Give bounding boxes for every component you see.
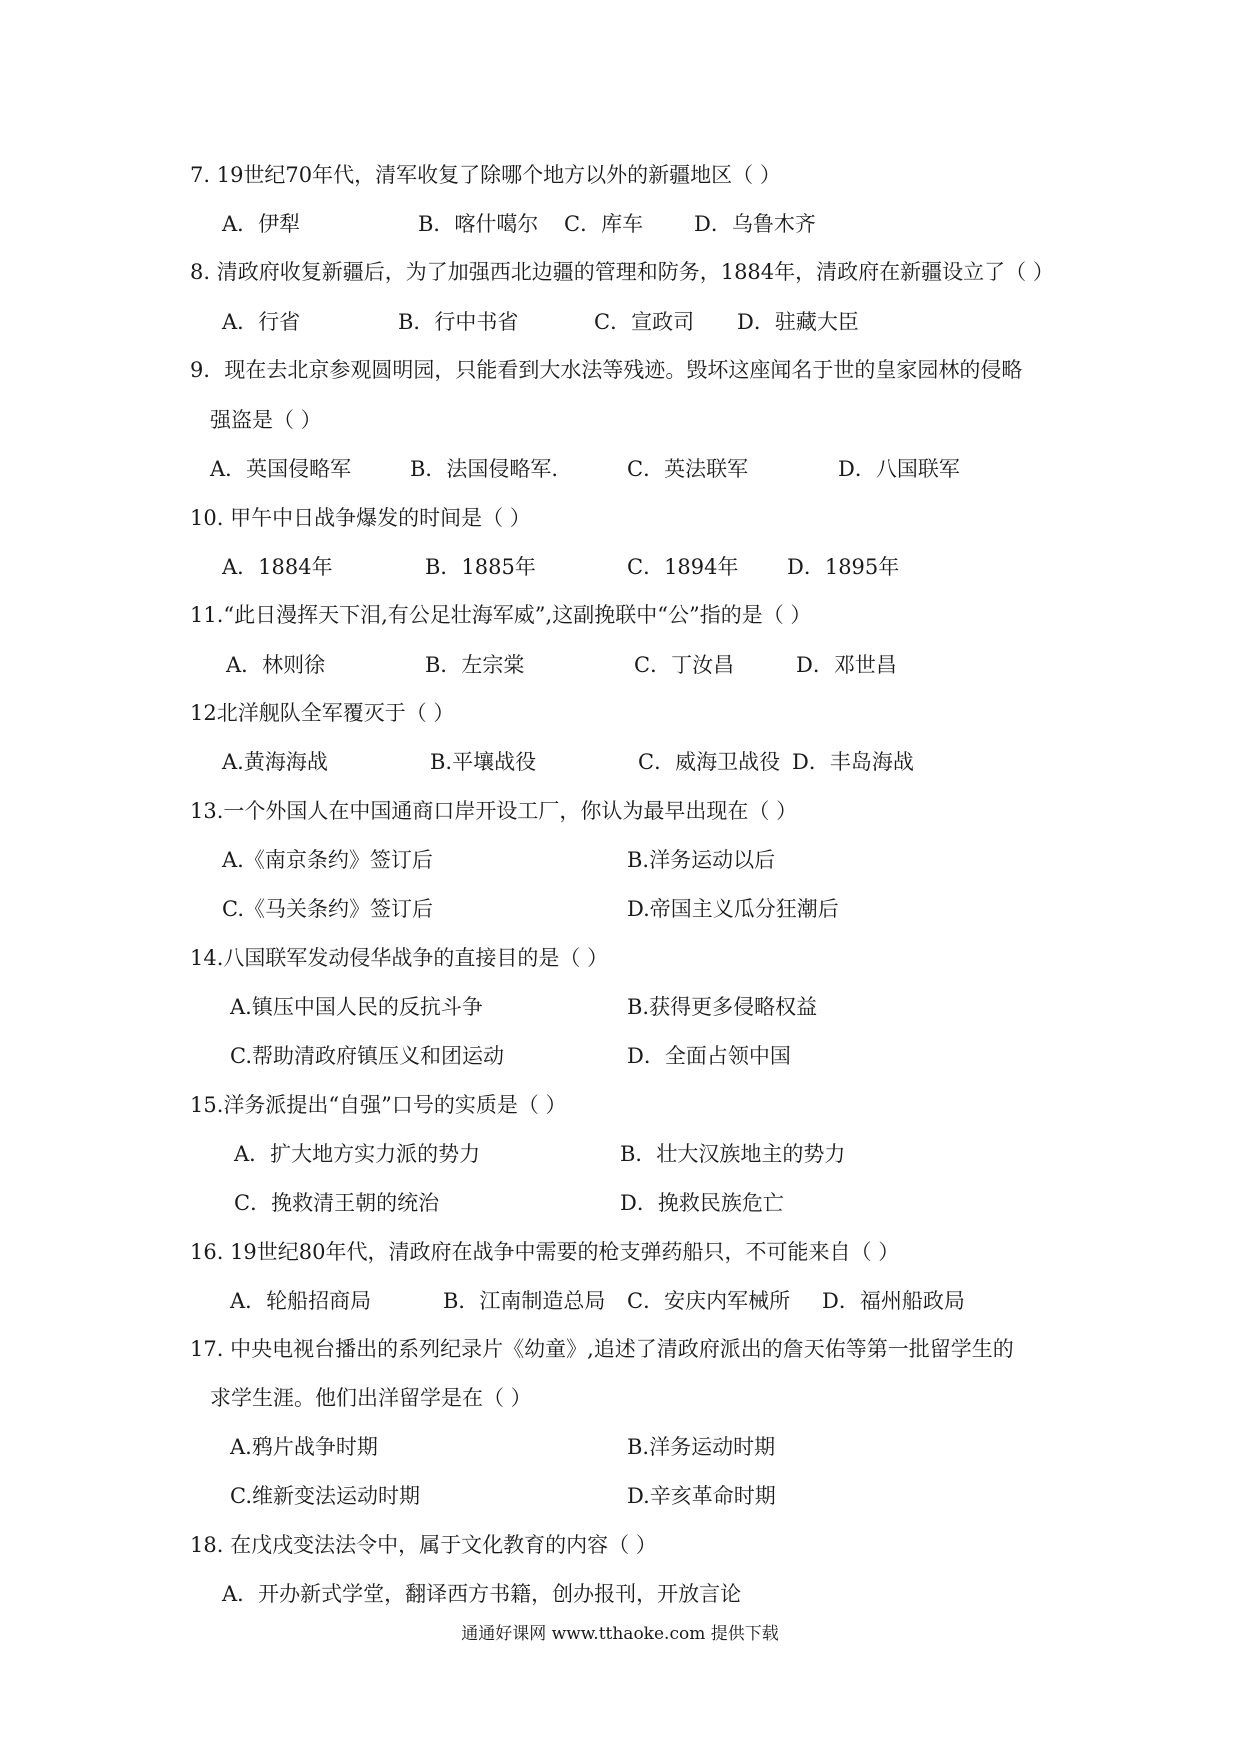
question-10-option-b: B．1885年	[425, 555, 536, 579]
question-15-option-b: B．壮大汉族地主的势力	[620, 1142, 846, 1166]
question-14-option-a: A.镇压中国人民的反抗斗争	[230, 995, 483, 1019]
question-16-option-a: A．轮船招商局	[230, 1289, 372, 1313]
question-14-option-b: B.获得更多侵略权益	[627, 995, 818, 1019]
question-11-stem: 11.“此日漫挥天下泪,有公足壮海军威”,这副挽联中“公”指的是（ ）	[190, 603, 812, 627]
question-14-option-d: D．全面占领中国	[627, 1044, 791, 1068]
question-9-option-d: D．八国联军	[838, 457, 960, 481]
question-10-option-a: A．1884年	[222, 555, 333, 579]
question-13-stem: 13.一个外国人在中国通商口岸开设工厂，你认为最早出现在（ ）	[190, 799, 798, 823]
question-10-option-d: D．1895年	[787, 555, 900, 579]
question-12-option-d: D．丰岛海战	[792, 750, 914, 774]
question-8-stem: 8. 清政府收复新疆后，为了加强西北边疆的管理和防务，1884年，清政府在新疆设立了（ ）	[190, 260, 1054, 284]
question-17-stem-line-2: 求学生涯。他们出洋留学是在（ ）	[210, 1386, 532, 1410]
question-12-option-c: C．威海卫战役	[638, 750, 781, 774]
question-11-option-b: B．左宗棠	[425, 653, 525, 677]
question-9-option-a: A．英国侵略军	[210, 457, 352, 481]
question-15-stem: 15.洋务派提出“自强”口号的实质是（ ）	[190, 1093, 567, 1117]
question-7-option-b: B．喀什噶尔	[418, 212, 539, 236]
question-7-option-a: A．伊犁	[222, 212, 301, 236]
question-8-option-c: C．宣政司	[594, 310, 695, 334]
question-9-option-c: C．英法联军	[627, 457, 749, 481]
question-15-option-d: D．挽救民族危亡	[620, 1191, 784, 1215]
question-13-option-c: C.《马关条约》签订后	[222, 897, 433, 921]
question-9-stem-line-1: 9．现在去北京参观圆明园，只能看到大水法等残迹。毁坏这座闻名于世的皇家园林的侵略	[190, 358, 1023, 382]
question-11-option-d: D．邓世昌	[796, 653, 897, 677]
question-14-option-c: C.帮助清政府镇压义和团运动	[230, 1044, 504, 1068]
question-7-option-d: D．乌鲁木齐	[694, 212, 816, 236]
question-16-option-c: C．安庆内军械所	[627, 1289, 791, 1313]
question-13-option-d: D.帝国主义瓜分狂潮后	[627, 897, 839, 921]
question-12-stem: 12北洋舰队全军覆灭于（ ）	[190, 701, 455, 725]
question-17-option-d: D.辛亥革命时期	[627, 1484, 776, 1508]
question-14-stem: 14.八国联军发动侵华战争的直接目的是（ ）	[190, 946, 609, 970]
question-10-option-c: C．1894年	[627, 555, 739, 579]
question-17-option-b: B.洋务运动时期	[627, 1435, 776, 1459]
question-11-option-a: A．林则徐	[226, 653, 326, 677]
question-8-option-d: D．驻藏大臣	[737, 310, 859, 334]
question-8-option-a: A．行省	[222, 310, 301, 334]
question-7-stem: 7. 19世纪70年代，清军收复了除哪个地方以外的新疆地区（ ）	[190, 163, 781, 187]
question-12-option-a: A.黄海海战	[222, 750, 328, 774]
question-9-option-b: B．法国侵略军.	[410, 457, 559, 481]
question-7-option-c: C．库车	[564, 212, 644, 236]
question-16-option-b: B．江南制造总局	[443, 1289, 606, 1313]
question-13-option-a: A.《南京条约》签订后	[222, 848, 433, 872]
question-17-option-a: A.鸦片战争时期	[230, 1435, 378, 1459]
question-16-stem: 16. 19世纪80年代，清政府在战争中需要的枪支弹药船只，不可能来自（ ）	[190, 1240, 900, 1264]
question-18-stem: 18. 在戊戌变法法令中，属于文化教育的内容（ ）	[190, 1533, 657, 1557]
question-16-option-d: D．福州船政局	[822, 1289, 965, 1313]
question-11-option-c: C．丁汝昌	[634, 653, 735, 677]
footer-watermark: 通通好课网 www.tthaoke.com 提供下载	[461, 1624, 779, 1644]
question-17-option-c: C.维新变法运动时期	[230, 1484, 420, 1508]
question-12-option-b: B.平壤战役	[430, 750, 537, 774]
question-15-option-c: C．挽救清王朝的统治	[234, 1191, 440, 1215]
question-10-stem: 10. 甲午中日战争爆发的时间是（ ）	[190, 506, 531, 530]
question-17-stem-line-1: 17. 中央电视台播出的系列纪录片《幼童》,追述了清政府派出的詹天佑等第一批留学生的	[190, 1337, 1014, 1361]
question-8-option-b: B．行中书省	[398, 310, 519, 334]
question-18-option-a: A．开办新式学堂，翻译西方书籍，创办报刊，开放言论	[222, 1582, 742, 1606]
question-9-stem-line-2: 强盗是（ ）	[210, 408, 322, 432]
question-13-option-b: B.洋务运动以后	[627, 848, 776, 872]
question-15-option-a: A．扩大地方实力派的势力	[234, 1142, 481, 1166]
